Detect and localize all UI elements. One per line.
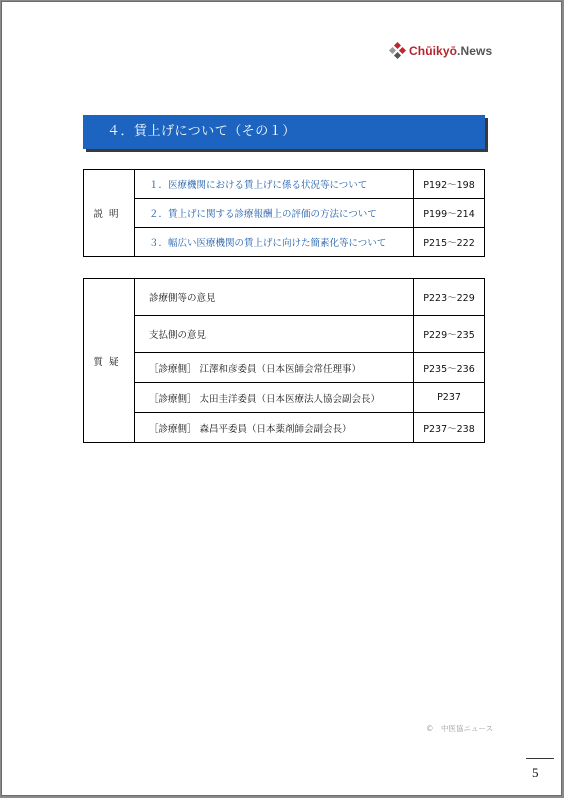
table-row	[84, 413, 485, 443]
explanation-item: ２．賃上げに関する診療報酬上の評価の方法について	[135, 199, 414, 228]
question-item: ［診療側］ 森昌平委員（日本薬剤師会副会長）	[135, 413, 414, 443]
question-item: 診療側等の意見	[135, 279, 414, 316]
logo-name: Chūikyō	[409, 44, 458, 58]
explanation-item: １．医療機関における賃上げに係る状況等について	[135, 170, 414, 199]
question-item: ［診療側］ 江澤和彦委員（日本医師会常任理事）	[135, 353, 414, 383]
page-number: 5	[532, 765, 539, 780]
page-range: P237	[414, 383, 485, 413]
page-range: P223～229	[414, 279, 485, 316]
table-row	[84, 228, 485, 257]
table-row	[84, 383, 485, 413]
page-range: P229～235	[414, 316, 485, 353]
question-item: ［診療側］ 太田圭洋委員（日本医療法人協会副会長）	[135, 383, 414, 413]
page-range: P235～236	[414, 353, 485, 383]
page-range: P215～222	[414, 228, 485, 257]
explanation-category: 説明	[84, 170, 135, 257]
table-row	[84, 279, 485, 316]
section-heading	[83, 115, 485, 149]
document-page	[1, 1, 562, 796]
question-item: 支払側の意見	[135, 316, 414, 353]
logo-diamond-icon	[390, 43, 406, 59]
table-row	[84, 199, 485, 228]
table-row	[84, 170, 485, 199]
table-row	[84, 316, 485, 353]
chuikyo-news-logo	[390, 40, 492, 62]
page-range: P199～214	[414, 199, 485, 228]
page-range: P237～238	[414, 413, 485, 443]
section-title: ４．賃上げについて（その１）	[107, 124, 296, 139]
page-range: P192～198	[414, 170, 485, 199]
questions-table	[83, 278, 485, 443]
logo-suffix: .News	[457, 44, 493, 58]
explanation-table	[83, 169, 485, 257]
explanation-item: ３．幅広い医療機関の賃上げに向けた簡素化等について	[135, 228, 414, 257]
page-number-rule	[526, 758, 554, 759]
questions-category: 質疑	[84, 279, 135, 443]
table-row	[84, 353, 485, 383]
copyright-notice: © 中医協ニュース	[426, 724, 494, 733]
